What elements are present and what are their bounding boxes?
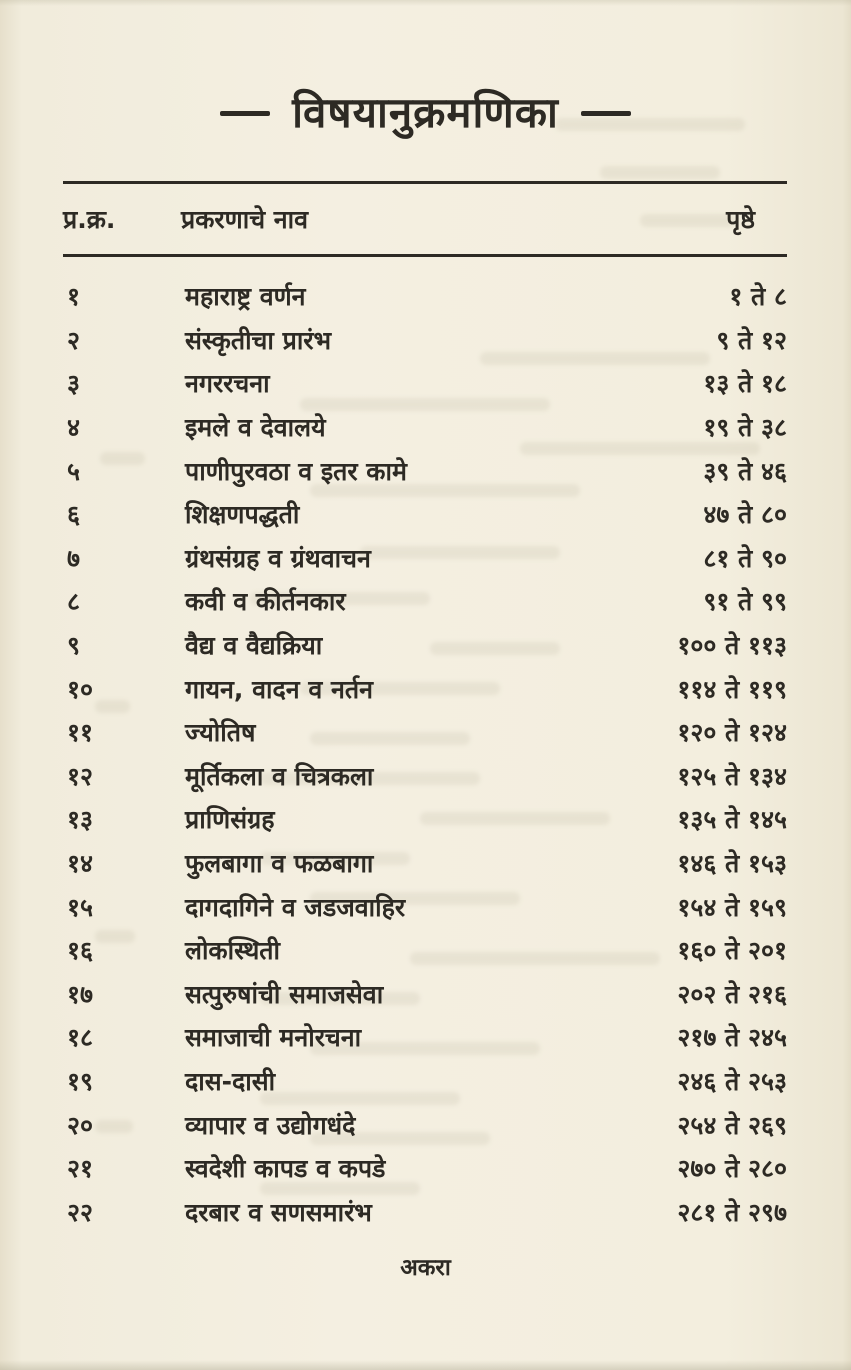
row-page-range: २०२ ते २१६ [677, 979, 787, 1009]
toc-row [63, 885, 787, 929]
header-pages: पृष्ठे [726, 205, 755, 234]
row-page-range: ३९ ते ४६ [703, 456, 787, 486]
row-chapter-title: वैद्य व वैद्यक्रिया [185, 631, 323, 661]
row-chapter-number: १० [67, 674, 94, 704]
row-page-range: १४६ ते १५३ [677, 849, 787, 879]
row-page-range: १२० ते १२४ [677, 718, 787, 748]
row-chapter-number: ९ [67, 631, 81, 661]
toc-row [63, 667, 787, 711]
row-chapter-number: २० [67, 1110, 94, 1140]
title-dash-right-icon [581, 111, 631, 116]
toc-row [63, 798, 787, 842]
toc-row [63, 537, 787, 581]
row-page-range: ९१ ते ९९ [703, 587, 787, 617]
row-chapter-number: २२ [67, 1197, 94, 1227]
row-chapter-number: ४ [67, 413, 81, 443]
row-page-range: १२५ ते १३४ [677, 761, 787, 791]
toc-row [63, 755, 787, 799]
row-page-range: १३५ ते १४५ [677, 805, 787, 835]
toc-row [63, 493, 787, 537]
toc-row [63, 362, 787, 406]
row-chapter-number: १६ [67, 936, 94, 966]
row-chapter-title: स्वदेशी कापड व कपडे [185, 1154, 386, 1184]
row-page-range: ९ ते १२ [716, 325, 787, 355]
row-chapter-number: ६ [67, 500, 81, 530]
row-chapter-number: १९ [67, 1066, 94, 1096]
row-chapter-title: महाराष्ट्र वर्णन [185, 282, 306, 312]
row-chapter-number: १२ [67, 761, 94, 791]
bleed-through-artifact [600, 166, 720, 179]
row-page-range: २७० ते २८० [677, 1154, 787, 1184]
row-chapter-number: १३ [67, 805, 94, 835]
title-dash-left-icon [220, 111, 270, 116]
row-chapter-title: नगररचना [185, 369, 270, 399]
row-chapter-title: प्राणिसंग्रह [185, 805, 275, 835]
toc-row [63, 1060, 787, 1104]
row-chapter-title: लोकस्थिती [185, 936, 281, 966]
row-chapter-title: पाणीपुरवठा व इतर कामे [185, 456, 407, 486]
header-chapter-name: प्रकरणाचे नाव [181, 205, 309, 234]
row-chapter-title: समाजाची मनोरचना [185, 1023, 362, 1053]
row-chapter-number: ७ [67, 543, 81, 573]
row-chapter-title: ग्रंथसंग्रह व ग्रंथवाचन [185, 543, 371, 573]
row-page-range: २४६ ते २५३ [677, 1066, 787, 1096]
row-chapter-number: १८ [67, 1023, 94, 1053]
toc-row [63, 1103, 787, 1147]
toc-rows [63, 275, 787, 1234]
toc-row [63, 973, 787, 1017]
row-page-range: ४७ ते ८० [703, 500, 787, 530]
toc-row [63, 1016, 787, 1060]
row-chapter-title: दागदागिने व जडजवाहिर [185, 892, 406, 922]
toc-row [63, 1190, 787, 1234]
toc-row [63, 842, 787, 886]
row-page-range: २१७ ते २४५ [677, 1023, 787, 1053]
row-chapter-number: २१ [67, 1154, 94, 1184]
row-chapter-title: दरबार व सणसमारंभ [185, 1197, 372, 1227]
row-chapter-number: १५ [67, 892, 94, 922]
row-chapter-title: सत्पुरुषांची समाजसेवा [185, 979, 384, 1009]
toc-row [63, 580, 787, 624]
toc-row [63, 406, 787, 450]
row-page-range: ११४ ते ११९ [677, 674, 787, 704]
row-chapter-title: शिक्षणपद्धती [185, 500, 300, 530]
row-chapter-number: ५ [67, 456, 81, 486]
toc-row [63, 624, 787, 668]
row-chapter-number: १७ [67, 979, 94, 1009]
row-chapter-title: दास-दासी [185, 1066, 276, 1096]
toc-row [63, 275, 787, 319]
row-page-range: २५४ ते २६९ [677, 1110, 787, 1140]
row-chapter-number: १ [67, 282, 81, 312]
toc-row [63, 319, 787, 363]
toc-row [63, 449, 787, 493]
row-chapter-number: १४ [67, 849, 94, 879]
header-chapter-number: प्र.क्र. [63, 205, 116, 234]
row-page-range: १ ते ८ [729, 282, 787, 312]
toc-header-row [63, 181, 787, 257]
row-page-range: २८१ ते २९७ [677, 1197, 787, 1227]
row-page-range: ८१ ते ९० [703, 543, 787, 573]
toc-row [63, 929, 787, 973]
row-chapter-title: संस्कृतीचा प्रारंभ [185, 325, 332, 355]
toc-row [63, 1147, 787, 1191]
footer-page-number: अकरा [400, 1255, 451, 1281]
row-chapter-number: २ [67, 325, 81, 355]
row-chapter-title: ज्योतिष [185, 718, 256, 748]
row-chapter-title: फुलबागा व फळबागा [185, 849, 374, 879]
row-page-range: १०० ते ११३ [677, 631, 787, 661]
row-page-range: १५४ ते १५९ [677, 892, 787, 922]
row-page-range: १९ ते ३८ [703, 413, 787, 443]
row-chapter-number: ३ [67, 369, 81, 399]
page-title-block [0, 90, 851, 136]
row-chapter-title: इमले व देवालये [185, 413, 326, 443]
row-chapter-title: कवी व कीर्तनकार [185, 587, 346, 617]
row-page-range: १३ ते १८ [703, 369, 787, 399]
row-chapter-number: ११ [67, 718, 94, 748]
row-chapter-title: मूर्तिकला व चित्रकला [185, 761, 374, 791]
row-page-range: १६० ते २०१ [677, 936, 787, 966]
page-title: विषयानुक्रमणिका [292, 88, 559, 137]
row-chapter-number: ८ [67, 587, 81, 617]
toc-row [63, 711, 787, 755]
row-chapter-title: गायन, वादन व नर्तन [185, 674, 373, 704]
row-chapter-title: व्यापार व उद्योगधंदे [185, 1110, 356, 1140]
